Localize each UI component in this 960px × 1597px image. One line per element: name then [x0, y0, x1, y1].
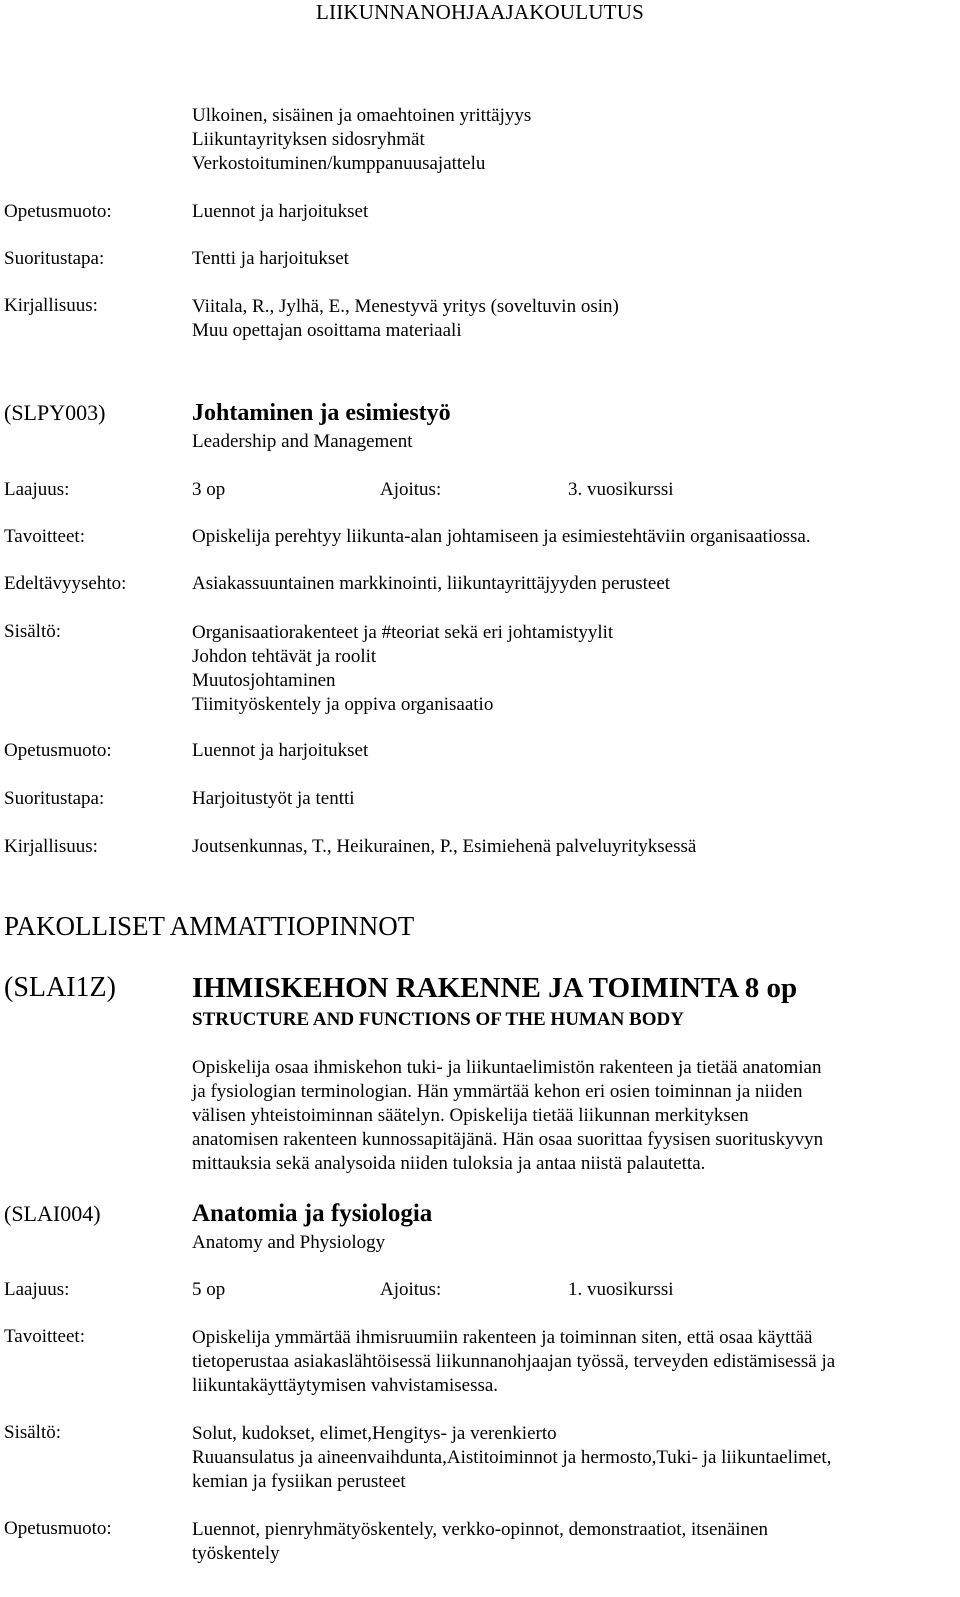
- content-line: Solut, kudokset, elimet,Hengitys- ja verenkierto: [192, 1423, 557, 1444]
- teaching-label: Opetusmuoto:: [4, 740, 112, 761]
- course-code: (SLAI004): [4, 1201, 101, 1226]
- goals-value: Opiskelija perehtyy liikunta-alan johtamiseen ja esimiestehtäviin organisaatiossa.: [192, 526, 811, 547]
- module-code: (SLAI1Z): [4, 972, 116, 1003]
- description-line: välisen yhteistoiminnan säätelyn. Opiskelija tietää liikunnan merkityksen: [192, 1105, 749, 1126]
- description-line: mittauksia sekä analysoida niiden tuloksia ja antaa niistä palautetta.: [192, 1153, 706, 1174]
- description-line: ja fysiologian terminologian. Hän ymmärtää kehon eri osien toiminnan ja niiden: [192, 1081, 803, 1102]
- goals-label: Tavoitteet:: [4, 1326, 85, 1347]
- content-line: Organisaatiorakenteet ja #teoriat sekä eri johtamistyylit: [192, 622, 614, 643]
- course-subtitle: Anatomy and Physiology: [192, 1232, 386, 1253]
- course-subtitle: Leadership and Management: [192, 431, 413, 452]
- timing-value: 1. vuosikurssi: [568, 1279, 674, 1300]
- timing-value: 3. vuosikurssi: [568, 479, 674, 500]
- module-title: IHMISKEHON RAKENNE JA TOIMINTA 8 op: [192, 972, 798, 1004]
- goals-line: Opiskelija ymmärtää ihmisruumiin rakenteen ja toiminnan siten, että osaa käyttää: [192, 1327, 813, 1348]
- goals-value: [192, 1326, 952, 1398]
- course-code: (SLPY003): [4, 400, 106, 425]
- content-line: Johdon tehtävät ja roolit: [192, 646, 377, 667]
- completion-value: Harjoitustyöt ja tentti: [192, 788, 355, 809]
- document-header: LIIKUNNANOHJAAJAKOULUTUS: [316, 0, 644, 24]
- literature-line: Viitala, R., Jylhä, E., Menestyvä yritys (soveltuvin osin): [192, 296, 619, 317]
- description-line: anatomisen rakenteen kunnossapitäjänä. Hän osaa suorittaa fyysisen suorituskyvyn: [192, 1129, 824, 1150]
- timing-label: Ajoitus:: [380, 1279, 442, 1300]
- content-line: kemian ja fysiikan perusteet: [192, 1471, 406, 1492]
- prev-content-block: [192, 104, 952, 176]
- literature-label: Kirjallisuus:: [4, 295, 98, 316]
- timing-label: Ajoitus:: [380, 479, 442, 500]
- content-line: Muutosjohtaminen: [192, 670, 336, 691]
- prereq-value: Asiakassuuntainen markkinointi, liikuntayrittäjyyden perusteet: [192, 573, 671, 594]
- module-description: [192, 1056, 942, 1176]
- content-line: Liikuntayrityksen sidosryhmät: [192, 129, 425, 150]
- literature-value: [192, 295, 952, 343]
- content-value: [192, 1422, 952, 1494]
- content-line: Verkostoituminen/kumppanuusajattelu: [192, 153, 486, 174]
- completion-value: Tentti ja harjoitukset: [192, 248, 349, 269]
- content-label: Sisältö:: [4, 621, 62, 642]
- content-label: Sisältö:: [4, 1422, 62, 1443]
- content-line: Ulkoinen, sisäinen ja omaehtoinen yrittäjyys: [192, 105, 532, 126]
- content-value: [192, 621, 952, 717]
- teaching-label: Opetusmuoto:: [4, 201, 112, 222]
- content-line: Ruuansulatus ja aineenvaihdunta,Aistitoiminnot ja hermosto,Tuki- ja liikuntaelimet,: [192, 1447, 832, 1468]
- scope-value: 5 op: [192, 1279, 226, 1300]
- course-title: Anatomia ja fysiologia: [192, 1200, 433, 1227]
- teaching-value: Luennot ja harjoitukset: [192, 740, 369, 761]
- scope-value: 3 op: [192, 479, 226, 500]
- content-line: Tiimityöskentely ja oppiva organisaatio: [192, 694, 494, 715]
- course-title: Johtaminen ja esimiestyö: [192, 400, 451, 426]
- goals-label: Tavoitteet:: [4, 526, 85, 547]
- prereq-label: Edeltävyysehto:: [4, 573, 127, 594]
- module-subtitle: STRUCTURE AND FUNCTIONS OF THE HUMAN BODY: [192, 1009, 684, 1030]
- literature-value: Joutsenkunnas, T., Heikurainen, P., Esimiehenä palveluyrityksessä: [192, 836, 697, 857]
- teaching-value: [192, 1518, 952, 1566]
- section-title: PAKOLLISET AMMATTIOPINNOT: [4, 911, 415, 941]
- scope-label: Laajuus:: [4, 1279, 70, 1300]
- completion-label: Suoritustapa:: [4, 248, 105, 269]
- completion-label: Suoritustapa:: [4, 788, 105, 809]
- goals-line: tietoperustaa asiakaslähtöisessä liikunnanohjaajan työssä, terveyden edistämisessä ja: [192, 1351, 836, 1372]
- teaching-label: Opetusmuoto:: [4, 1518, 112, 1539]
- scope-label: Laajuus:: [4, 479, 70, 500]
- literature-line: Muu opettajan osoittama materiaali: [192, 320, 462, 341]
- teaching-value: Luennot ja harjoitukset: [192, 201, 369, 222]
- goals-line: liikuntakäyttäytymisen vahvistamisessa.: [192, 1375, 499, 1396]
- description-line: Opiskelija osaa ihmiskehon tuki- ja liikuntaelimistön rakenteen ja tietää anatomian: [192, 1057, 822, 1078]
- teaching-line: työskentely: [192, 1543, 280, 1564]
- teaching-line: Luennot, pienryhmätyöskentely, verkko-opinnot, demonstraatiot, itsenäinen: [192, 1519, 769, 1540]
- literature-label: Kirjallisuus:: [4, 836, 98, 857]
